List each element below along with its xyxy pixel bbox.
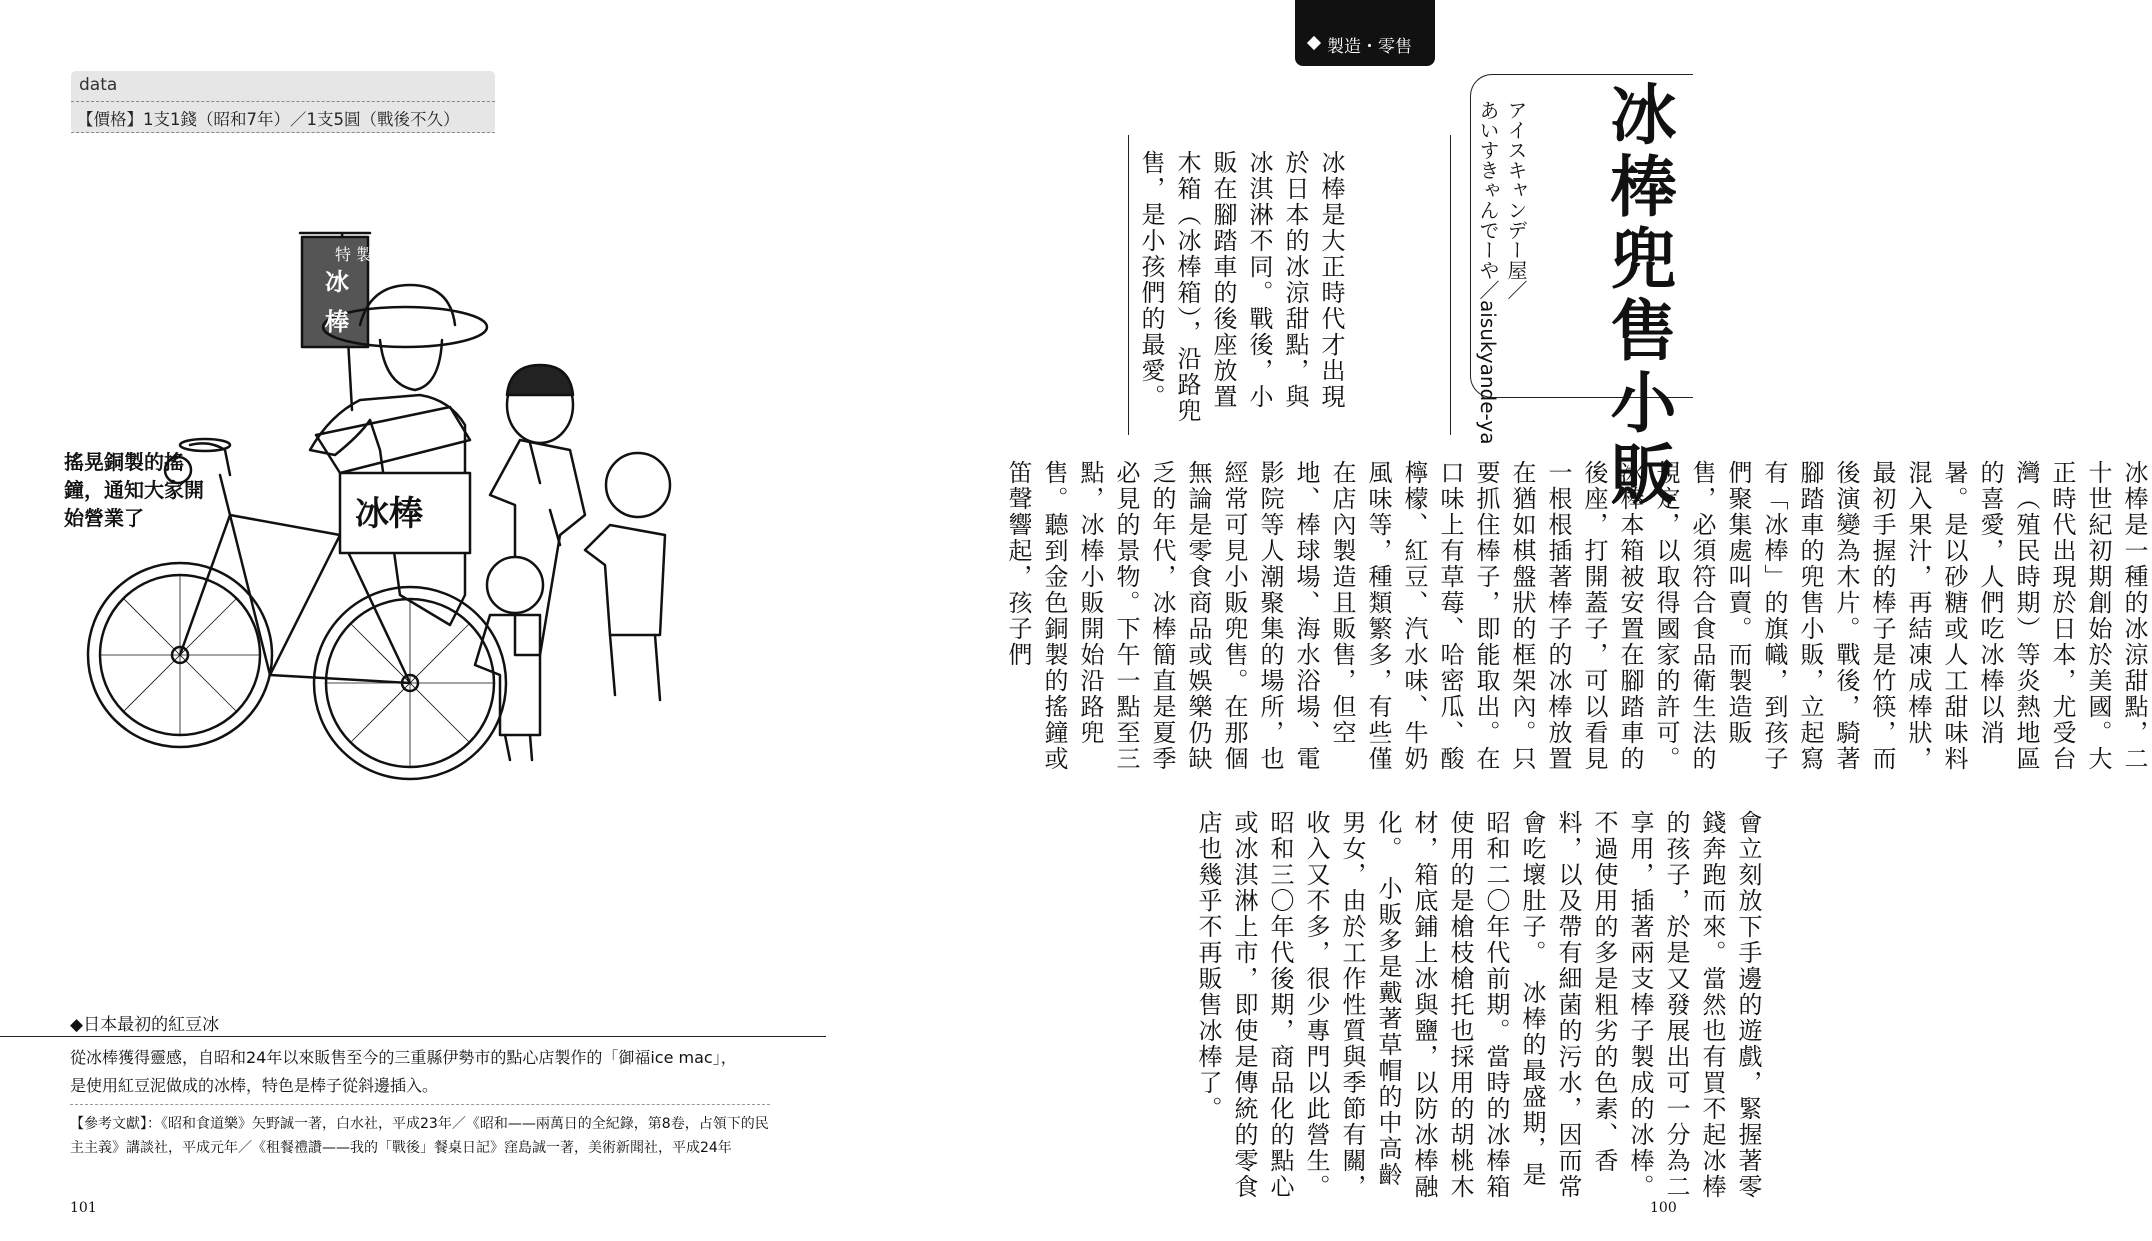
data-divider-bottom [71,132,495,133]
note-title: ◆日本最初的紅豆冰 [70,1015,220,1035]
ice-pop-boy [550,510,560,545]
page-number-right: 100 [1650,1200,1677,1216]
title-reading: アイスキャンデー屋／ あいすきゃんでーや／aisukyande-ya [1476,100,1528,445]
data-label: data [79,75,118,95]
page-number-left: 101 [70,1200,97,1216]
intro-text: 冰棒是大正時代才出現於日本的冰涼甜點，與冰淇淋不同。戰後，小販在腳踏車的後座放置木箱（冰棒箱），沿路兜售，是小孩們的最愛。 [1137,150,1345,424]
boy-head [606,453,670,517]
illustration-caption: 搖晃銅製的搖鐘，通知大家開始營業了 [64,450,204,530]
note-divider [0,1036,826,1037]
flag-text-1: 特 製 [335,245,373,264]
toddler-body [475,615,540,735]
article-title: 冰棒兜售小販 [1599,80,1676,512]
note-body: 從冰棒獲得靈感，自昭和24年以來販售至今的三重縣伊勢市的點心店製作的「御福ice mac」，是使用紅豆泥做成的冰棒，特色是棒子從斜邊插入。 [70,1048,737,1095]
body-text-top: 冰棒是一種的冰涼甜點，二十世紀初期創始於美國。大正時代出現於日本，尤受台灣（殖民時期）等炎熱地區的喜愛，人們吃冰棒以消暑。是以砂糖或人工甜味料混入果汁，再結凍成棒狀，最初手握的棒子是竹筷，而後演變為木片。戰後，騎著腳踏車的兜售小販，立起寫有「冰棒」的旗幟，到孩子們聚集處叫賣。而製造販售，必須符合食品衛生法的規定，以取得國家的許可。 冰棒本箱被安置在腳踏車的後座，打開蓋子，可以看見一根根插著棒子的冰棒放置在猶如棋盤狀的框架內。只要抓住棒子，即能取出。在口味上有草莓、哈密瓜、酸檸檬、紅豆、汽水味、牛奶風味等，種類繁多，有些僅在店內製造且販售，但空地、棒球場、海水浴場、電影院等人潮聚集的場所，也經常可見小販兜售。在那個無論是零食商品或娛樂仍缺乏的年代，冰棒簡直是夏季必見的景物。下午一點至三點，冰棒小販開始沿路兜售。聽到金色銅製的搖鐘或笛聲響起，孩子們 [1004,460,2148,786]
body-text-bottom: 會立刻放下手邊的遊戲，緊握著零錢奔跑而來。當然也有買不起冰棒的孩子，於是又發展出可一分為二享用，插著兩支棒子製成的冰棒。不過使用的多是粗劣的色素、香料，以及帶有細菌的污水，因而常會吃壞肚子。 冰棒的最盛期，是昭和二〇年代前期。當時的冰棒箱使用的是槍枝槍托也採用的胡桃木材，箱底鋪上冰與鹽，以防冰棒融化。 小販多是戴著草帽的中高齡男女，由於工作性質與季節有關，收入又不多，很少專門以此營生。 昭和三〇年代後期，商品化的點心或冰淇淋上市，即使是傳統的零食店也幾乎不再販售冰棒了。 [1194,810,1762,1214]
ice-pop-girl [530,443,540,483]
references: 【參考文獻】：《昭和食道樂》矢野誠一著，白水社，平成23年／《昭和——兩萬日的全紀錄，第8卷，占領下的民主主義》講談社，平成元年／《租餐禮讚——我的「戰後」餐桌日記》窪島誠一著，美術新聞社，平成24年 [70,1116,769,1156]
ice-candy-vendor-illustration [70,235,790,875]
price-info: 【價格】1支1錢（昭和7年）／1支5圓（戰後不久） [77,110,460,129]
data-box [71,71,495,133]
flag-text-2: 冰 [325,268,349,296]
data-divider [71,101,495,102]
flag-text-3: 棒 [325,308,349,336]
toddler-head [487,557,543,613]
ref-divider [70,1104,770,1105]
boy-body [585,525,665,635]
diamond-icon [1307,36,1321,50]
category-label: 製造・零售 [1327,37,1412,57]
category-tab [1295,0,1435,66]
ice-box-label: 冰棒 [355,494,423,534]
ice-box-lid [316,407,470,473]
